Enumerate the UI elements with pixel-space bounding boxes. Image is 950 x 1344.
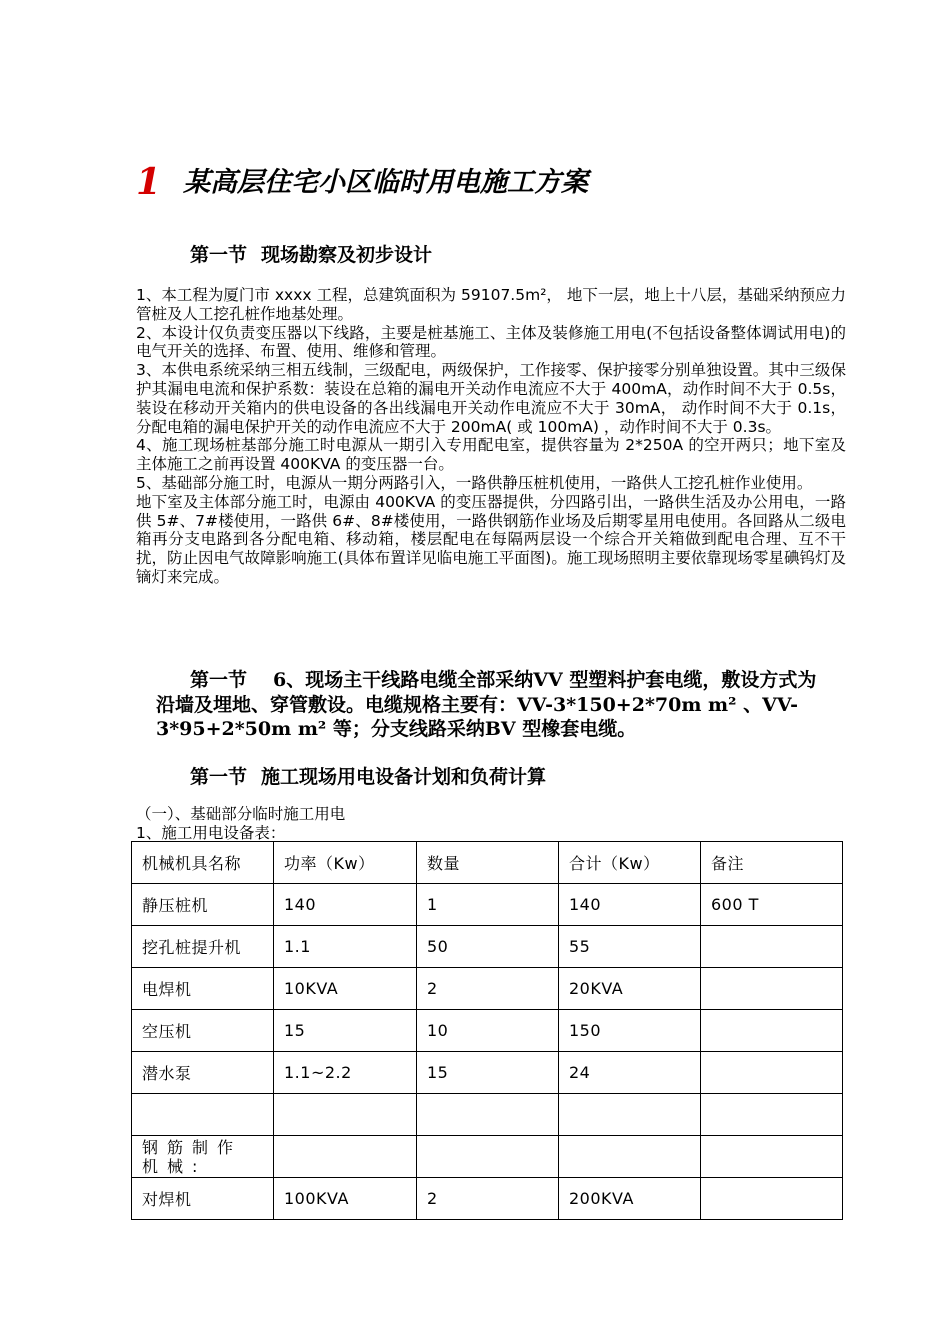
table-cell: 50 bbox=[417, 926, 559, 968]
table-row bbox=[132, 926, 843, 968]
paragraph: 5、基础部分施工时，电源从一期分两路引入，一路供静压桩机使用，一路供人工挖孔桩作业使用。 bbox=[136, 473, 813, 492]
table-row bbox=[132, 1136, 843, 1178]
paragraph: 2、本设计仅负责变压器以下线路，主要是桩基施工、主体及装修施工用电(不包括设备整体调试用电)的电气开关的选择、布置、使用、维修和管理。 bbox=[136, 323, 846, 361]
table-header-row bbox=[132, 842, 843, 884]
paragraph: 地下室及主体部分施工时，电源由 400KVA 的变压器提供，分四路引出，一路供生活及办公用电，一路供 5#、7#楼使用，一路供 6#、8#楼使用，一路供钢筋作业场及后期零星用电使用。各回路从二级电箱再分支电路到各分配电箱、移动箱，楼层配电在每隔两层设一个综合开关箱做到配电合理、互不干扰，防止因电气故障影响施工(具体布置详见临电施工平面图)。施工现场照明主要依靠现场零星碘钨灯及镝灯来完成。 bbox=[136, 492, 846, 586]
header-cell: 数量 bbox=[417, 842, 559, 884]
table-cell: 2 bbox=[417, 968, 559, 1010]
table-cell: 静压桩机 bbox=[132, 884, 274, 926]
table-cell bbox=[701, 1136, 843, 1178]
table-cell bbox=[274, 1094, 417, 1136]
header-cell: 机械机具名称 bbox=[132, 842, 274, 884]
paragraph: 3、本供电系统采纳三相五线制，三级配电，两级保护，工作接零、保护接零分别单独设置。其中三级保护其漏电电流和保护系数：装设在总箱的漏电开关动作电流应不大于 400mA，动作时间不大于 0.5s，装设在移动开关箱内的供电设备的各出线漏电开关动作电流应不大于 30mA， 动作时间不大于 0.1s， 分配电箱的漏电保护开关的动作电流应不大于 200mA( 或 100mA) ，动作时间不大于 0.3s。 bbox=[136, 361, 846, 436]
table-cell bbox=[701, 1052, 843, 1094]
table-cell: 1.1 bbox=[274, 926, 417, 968]
table-cell: 10 bbox=[417, 1010, 559, 1052]
table-cell: 2 bbox=[417, 1178, 559, 1220]
section-heading-survey bbox=[190, 240, 432, 267]
table-row bbox=[132, 1010, 843, 1052]
table-cell bbox=[417, 1136, 559, 1178]
table-cell: 10KVA bbox=[274, 968, 417, 1010]
table-cell bbox=[701, 926, 843, 968]
section-heading-equipment bbox=[190, 762, 546, 789]
header-cell: 功率（Kw） bbox=[274, 842, 417, 884]
chapter-title bbox=[136, 160, 836, 204]
table-cell bbox=[701, 1010, 843, 1052]
table-cell: 1 bbox=[417, 884, 559, 926]
table-cell: 600 T bbox=[701, 884, 843, 926]
section-prefix: 第一节 bbox=[190, 669, 248, 691]
table-cell bbox=[701, 968, 843, 1010]
table-cell: 150 bbox=[559, 1010, 701, 1052]
table-cell: 24 bbox=[559, 1052, 701, 1094]
table-cell bbox=[132, 1094, 274, 1136]
paragraph: 1、本工程为厦门市 xxxx 工程，总建筑面积为 59107.5m²， 地下一层，地上十八层，基础采纳预应力管桩及人工挖孔桩作地基处理。 bbox=[136, 286, 846, 323]
table-caption: 1、施工用电设备表： bbox=[136, 824, 286, 842]
body-paragraphs bbox=[136, 286, 846, 587]
table-cell: 140 bbox=[559, 884, 701, 926]
table-row bbox=[132, 1094, 843, 1136]
table-cell: 空压机 bbox=[132, 1010, 274, 1052]
cable-paragraph bbox=[156, 668, 822, 742]
table-cell bbox=[274, 1136, 417, 1178]
table-row bbox=[132, 968, 843, 1010]
table-cell: 15 bbox=[274, 1010, 417, 1052]
subsection-heading: （一）、基础部分临时施工用电 bbox=[136, 805, 346, 823]
header-cell: 合计（Kw） bbox=[559, 842, 701, 884]
table-cell: 挖孔桩提升机 bbox=[132, 926, 274, 968]
table-cell bbox=[417, 1094, 559, 1136]
table-cell: 55 bbox=[559, 926, 701, 968]
equipment-table bbox=[131, 841, 843, 1220]
table-cell: 100KVA bbox=[274, 1178, 417, 1220]
section-prefix: 第一节 bbox=[190, 766, 248, 788]
header-cell: 备注 bbox=[701, 842, 843, 884]
section-title: 施工现场用电设备计划和负荷计算 bbox=[261, 766, 547, 788]
table-row bbox=[132, 884, 843, 926]
cable-paragraph-text: 6、现场主干线路电缆全部采纳VV 型塑料护套电缆，敷设方式为沿墙及埋地、穿管敷设。电缆规格主要有：VV-3*150+2*70m m² 、VV-3*95+2*50m m² 等；分支线路采纳BV 型橡套电缆。 bbox=[156, 669, 817, 740]
chapter-title-text: 某高层住宅小区临时用电施工方案 bbox=[183, 167, 589, 198]
chapter-number: 1 bbox=[136, 161, 162, 203]
table-cell: 140 bbox=[274, 884, 417, 926]
section-title: 现场勘察及初步设计 bbox=[261, 244, 433, 266]
table-cell bbox=[701, 1094, 843, 1136]
table-cell: 对焊机 bbox=[132, 1178, 274, 1220]
table-row bbox=[132, 1178, 843, 1220]
table-cell: 潜水泵 bbox=[132, 1052, 274, 1094]
table-cell: 1.1~2.2 bbox=[274, 1052, 417, 1094]
table-cell bbox=[559, 1094, 701, 1136]
table-cell: 电焊机 bbox=[132, 968, 274, 1010]
table-cell: 钢筋制作机械: bbox=[132, 1136, 274, 1178]
table-cell bbox=[559, 1136, 701, 1178]
section-prefix: 第一节 bbox=[190, 244, 248, 266]
table-cell: 15 bbox=[417, 1052, 559, 1094]
table-cell bbox=[701, 1178, 843, 1220]
table-row bbox=[132, 1052, 843, 1094]
table-cell: 20KVA bbox=[559, 968, 701, 1010]
table-cell: 200KVA bbox=[559, 1178, 701, 1220]
paragraph: 4、施工现场桩基部分施工时电源从一期引入专用配电室，提供容量为 2*250A 的空开两只；地下室及主体施工之前再设置 400KVA 的变压器一台。 bbox=[136, 436, 846, 474]
